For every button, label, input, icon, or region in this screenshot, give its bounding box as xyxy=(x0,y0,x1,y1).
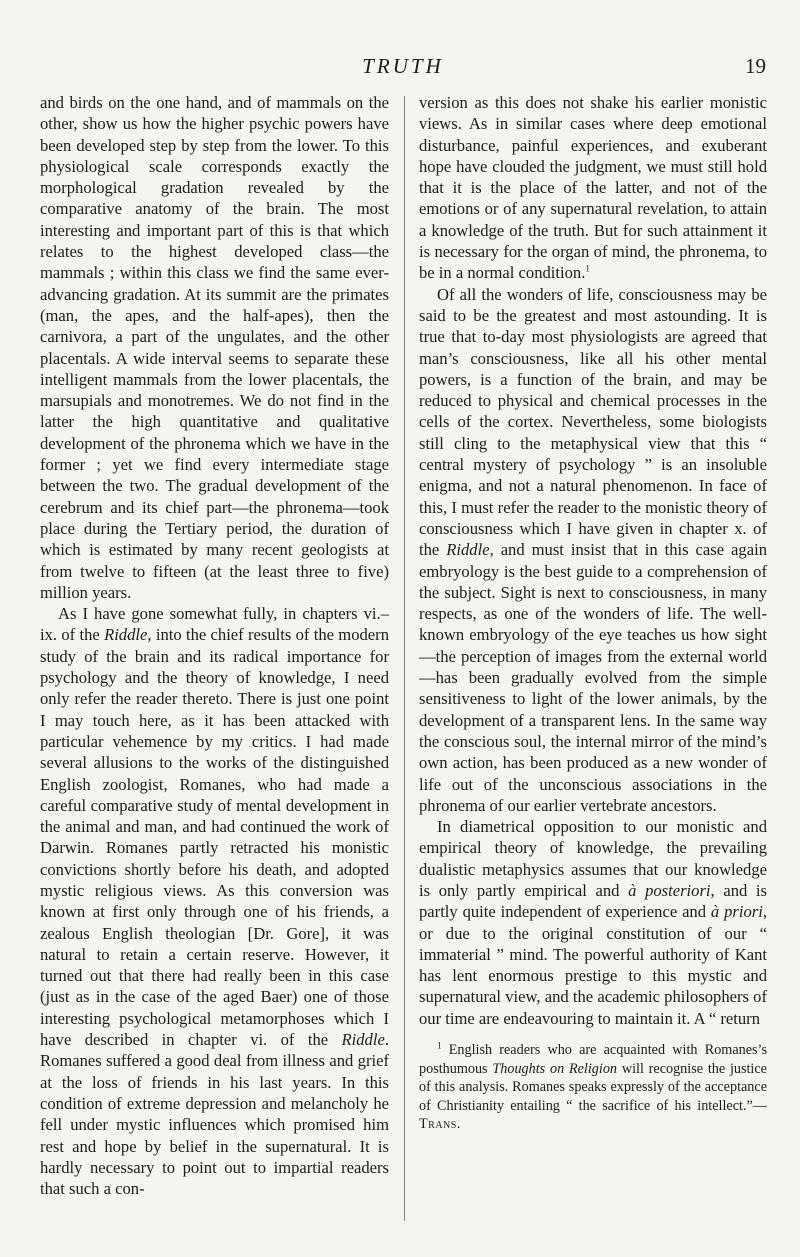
paragraph xyxy=(419,92,767,284)
paragraph-text: In diametrical opposition to our monistic and empirical theory of knowledge, the prevailing dualistic metaphysics assumes that our knowledge is only partly empirical and xyxy=(419,817,767,900)
footnote-text: will recognise the justice of this analysis. Romanes speaks expressly of the acceptance of Christianity entailing “ the sacrifice of his intellect.”— xyxy=(419,1060,767,1114)
running-head xyxy=(40,54,766,84)
book-title-riddle: Riddle xyxy=(104,625,148,645)
paragraph xyxy=(419,816,767,1029)
footnote-reference: 1 xyxy=(585,263,590,274)
paragraph-text: , or due to the original constitution of our “ immaterial ” mind. The powerful authority of Kant has lent enormous prestige to this mystic and supernatural view, and the academic philosophers of our time are endeavouring to maintain it. A “ return xyxy=(419,902,767,1028)
footnote-text: English readers who are acquainted with Romanes’s posthumous xyxy=(419,1042,767,1077)
translator-credit: Trans. xyxy=(419,1116,461,1133)
running-title: TRUTH xyxy=(362,54,444,78)
book-title-thoughts: Thoughts on Religion xyxy=(492,1060,618,1077)
paragraph xyxy=(40,603,389,1199)
paragraph-text: Of all the wonders of life, consciousness may be said to be the greatest and most astounding. It is true that to-day most physiologists are agreed that man’s consciousness, like all his other mental powers, is a function of the brain, and may be reduced to physical and chemical processes in the cells of the cortex. Nevertheless, some biologists still cling to the metaphysical view that this “ central mystery of psychology ” is an insoluble enigma, and not a natural phenomenon. In face of this, I must refer the reader to the monistic theory of consciousness which I have given in chapter x. of the xyxy=(419,284,767,560)
column-divider xyxy=(404,96,405,1221)
book-title-riddle: Riddle xyxy=(446,540,490,560)
paragraph-text: and birds on the one hand, and of mammals on the other, show us how the higher psychic powers have been developed step by step from the lower. To this physiological scale corresponds exactly the morphological gradation revealed by the comparative anatomy of the brain. The most interesting and important part of this is that which relates to the highest developed class—the mammals ; within this class we find the same ever-advancing gradation. At its summit are the primates (man, the apes, and the half-apes), then the carnivora, a part of the ungulates, and the other placentals. A wide interval seems to separate these intelligent mammals from the lower placentals, the marsupials and monotremes. We do not find in the latter the high quantitative and qualitative development of the phronema which we have in the former ; yet we find every intermediate stage between the two. The gradual development of the cerebrum and its chief part—the phronema—took place during the Tertiary period, the duration of which is estimated by many recent geologists at from twelve to fifteen (at the least three to five) million years. xyxy=(40,93,389,602)
paragraph-text: , and must insist that in this case again embryology is the best guide to a comprehension of the subject. Sight is next to consciousness, in many respects, as one of the wonders of life. The well-known embryology of the eye teaches us how sight—the perception of images from the external world—has been gradually evolved from the simple sensitiveness to light of the lower animals, by the development of a transparent lens. In the same way the conscious soul, the internal mirror of the mind’s own action, has been produced as a new wonder of life out of the unconscious associations in the phronema of our earlier vertebrate ancestors. xyxy=(419,540,767,815)
paragraph-text: As I have gone somewhat fully, in chapters vi.–ix. of the xyxy=(40,604,389,645)
right-column xyxy=(419,92,767,1134)
page-number: 19 xyxy=(745,54,766,78)
paragraph-text: version as this does not shake his earlier monistic views. As in similar cases where deep emotional disturbance, painful experiences, and exuberant hope have clouded the judgment, we must still hold that it is the place of the latter, and not of the emotions or of any supernatural revelation, to attain a knowledge of the truth. But for such attainment it is necessary for the organ of mind, the phronema, to be in a normal condition. xyxy=(419,93,767,283)
paragraph-text: . Romanes suffered a good deal from illness and grief at the loss of friends in his last years. In this condition of extreme depression and melancholy he fell under mystic influences which promised him rest and hope by belief in the supernatural. It is hardly necessary to point out to impartial readers that such a con- xyxy=(40,1030,389,1199)
paragraph-text: , and is partly quite independent of experience and xyxy=(419,880,767,922)
book-title-riddle: Riddle xyxy=(341,1030,385,1050)
footnote-mark: 1 xyxy=(437,1040,442,1051)
paragraph xyxy=(40,92,389,603)
paragraph-text: , into the chief results of the modern study of the brain and its radical importance for psychology and the theory of knowledge, I need only refer the reader thereto. There is just one point I may touch here, as it has been attacked with particular vehemence by my critics. I had made several allusions to the works of the distinguished English zoologist, Romanes, who had made a careful comparative study of mental development in the animal and man, and had continued the work of Darwin. Romanes partly retracted his monistic convictions shortly before his death, and adopted mystic religious views. As this conversion was known at first only through one of his friends, a zealous English theologian [Dr. Gore], it was natural to retain a certain reserve. However, it turned out that there had really been in this case (just as in the case of the aged Baer) one of those interesting psychological metamorphoses which I have described in chapter vi. of the xyxy=(40,625,389,1050)
latin-term: à priori xyxy=(710,902,763,922)
paragraph xyxy=(419,284,767,816)
left-column xyxy=(40,92,389,1199)
footnote xyxy=(419,1041,767,1134)
latin-term: à posteriori xyxy=(628,880,711,900)
